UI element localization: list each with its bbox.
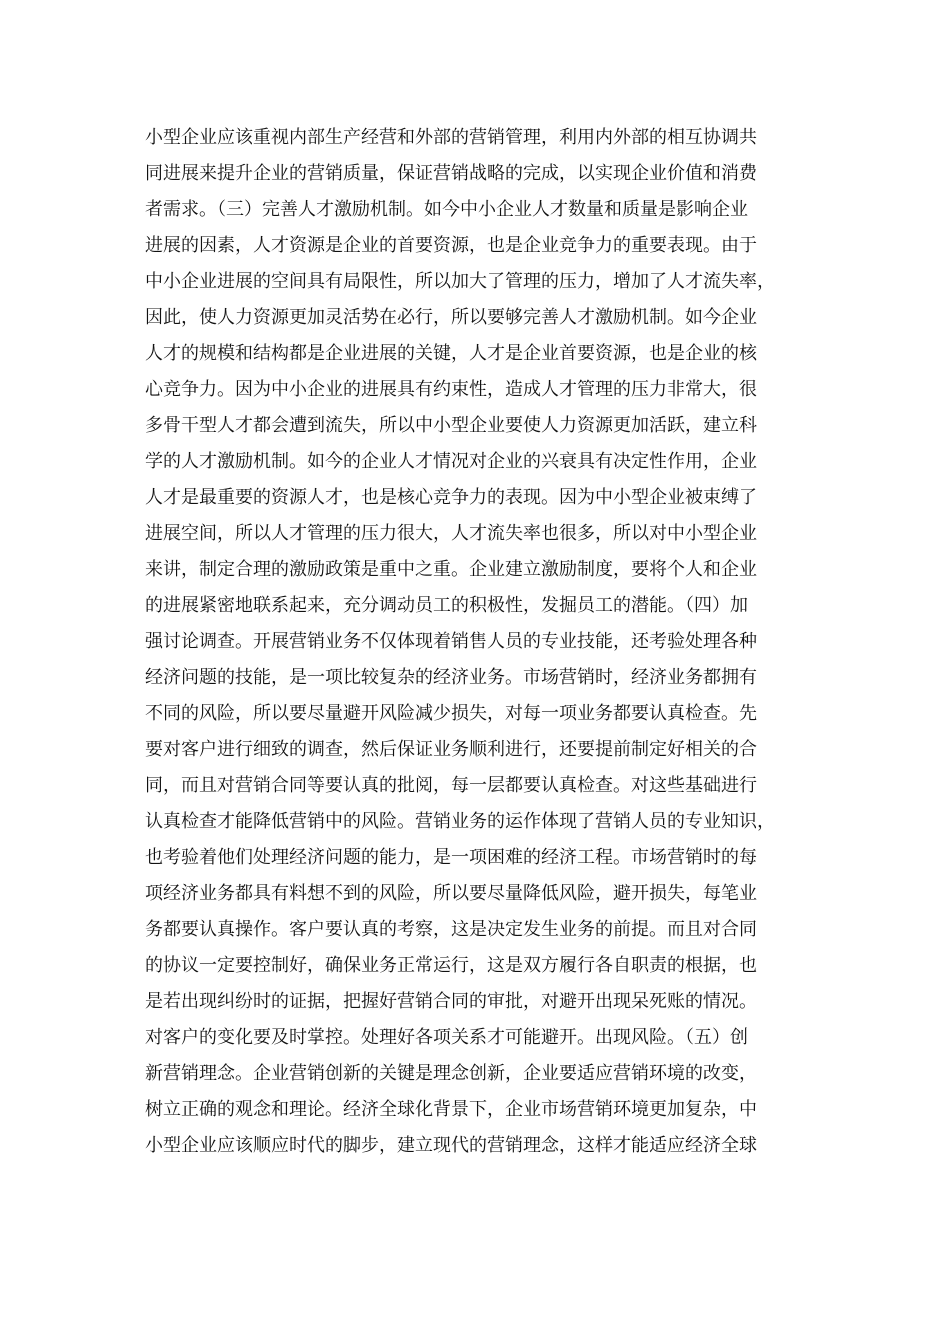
text-line: 者需求。（三）完善人才激励机制。如今中小企业人才数量和质量是影响企业	[145, 199, 748, 220]
text-line: 新营销理念。企业营销创新的关键是理念创新，企业要适应营销环境的改变，	[145, 1063, 757, 1084]
text-line: 务都要认真操作。客户要认真的考察，这是决定发生业务的前提。而且对合同	[145, 919, 757, 940]
text-line: 心竞争力。因为中小企业的进展具有约束性，造成人才管理的压力非常大，很	[145, 379, 757, 400]
text-line: 多骨干型人才都会遭到流失，所以中小型企业要使人力资源更加活跃，建立科	[145, 415, 757, 436]
text-line: 也考验着他们处理经济问题的能力，是一项困难的经济工程。市场营销时的每	[145, 847, 757, 868]
text-line: 的进展紧密地联系起来，充分调动员工的积极性，发掘员工的潜能。（四）加	[145, 595, 748, 616]
text-line: 项经济业务都具有料想不到的风险，所以要尽量降低风险，避开损失，每笔业	[145, 883, 757, 904]
text-line: 人才是最重要的资源人才，也是核心竞争力的表现。因为中小型企业被束缚了	[145, 487, 757, 508]
text-line: 小型企业应该重视内部生产经营和外部的营销管理，利用内外部的相互协调共	[145, 127, 757, 148]
text-line: 经济问题的技能，是一项比较复杂的经济业务。市场营销时，经济业务都拥有	[145, 667, 757, 688]
text-line: 因此，使人力资源更加灵活势在必行，所以要够完善人才激励机制。如今企业	[145, 307, 757, 328]
text-line: 是若出现纠纷时的证据，把握好营销合同的审批，对避开出现呆死账的情况。	[145, 991, 757, 1012]
text-line: 同进展来提升企业的营销质量，保证营销战略的完成，以实现企业价值和消费	[145, 163, 757, 184]
text-line: 树立正确的观念和理论。经济全球化背景下，企业市场营销环境更加复杂，中	[145, 1099, 757, 1120]
text-line: 认真检查才能降低营销中的风险。营销业务的运作体现了营销人员的专业知识，	[145, 811, 775, 832]
text-line: 对客户的变化要及时掌控。处理好各项关系才可能避开。出现风险。（五）创	[145, 1027, 748, 1048]
text-line: 强讨论调查。开展营销业务不仅体现着销售人员的专业技能，还考验处理各种	[145, 631, 757, 652]
text-line: 进展空间，所以人才管理的压力很大，人才流失率也很多，所以对中小型企业	[145, 523, 757, 544]
text-line: 的协议一定要控制好，确保业务正常运行，这是双方履行各自职责的根据，也	[145, 955, 757, 976]
text-line: 同，而且对营销合同等要认真的批阅，每一层都要认真检查。对这些基础进行	[145, 775, 757, 796]
text-line: 人才的规模和结构都是企业进展的关键，人才是企业首要资源，也是企业的核	[145, 343, 757, 364]
text-line: 要对客户进行细致的调查，然后保证业务顺利进行，还要提前制定好相关的合	[145, 739, 757, 760]
text-line: 不同的风险，所以要尽量避开风险减少损失，对每一项业务都要认真检查。先	[145, 703, 757, 724]
text-line: 中小企业进展的空间具有局限性，所以加大了管理的压力，增加了人才流失率，	[145, 271, 775, 292]
text-line: 学的人才激励机制。如今的企业人才情况对企业的兴衰具有决定性作用，企业	[145, 451, 757, 472]
text-line: 小型企业应该顺应时代的脚步，建立现代的营销理念，这样才能适应经济全球	[145, 1135, 757, 1156]
body-text	[145, 120, 825, 1164]
text-line: 进展的因素，人才资源是企业的首要资源，也是企业竞争力的重要表现。由于	[145, 235, 757, 256]
text-line: 来讲，制定合理的激励政策是重中之重。企业建立激励制度，要将个人和企业	[145, 559, 757, 580]
